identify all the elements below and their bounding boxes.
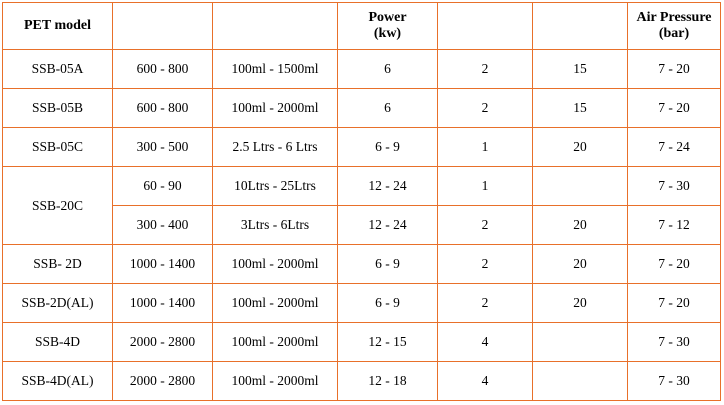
cell-power: 12 - 24: [338, 206, 438, 245]
cell-model: SSB-4D: [3, 323, 113, 362]
cell-heaters: 20: [533, 284, 628, 323]
cell-heaters: [533, 167, 628, 206]
cell-cavity: 2: [438, 284, 533, 323]
table-row: [3, 323, 721, 362]
cell-model: SSB-2D(AL): [3, 284, 113, 323]
cell-power: 6 - 9: [338, 128, 438, 167]
cell-cavity: 4: [438, 362, 533, 401]
cell-capacity: 1000 - 1400: [113, 245, 213, 284]
cell-volume: 3Ltrs - 6Ltrs: [213, 206, 338, 245]
cell-heaters: 20: [533, 245, 628, 284]
cell-power: 12 - 15: [338, 323, 438, 362]
cell-power: 12 - 18: [338, 362, 438, 401]
cell-heaters: [533, 362, 628, 401]
header-power-line1: Power: [368, 9, 407, 25]
header-air-pressure: [628, 3, 721, 50]
cell-air-pressure: 7 - 30: [628, 167, 721, 206]
cell-heaters: 15: [533, 50, 628, 89]
spec-table-sheet: [0, 2, 724, 405]
cell-power: 6: [338, 50, 438, 89]
header-heaters: [533, 3, 628, 50]
header-air-pressure-line2: (bar): [658, 26, 690, 41]
cell-power: 12 - 24: [338, 167, 438, 206]
cell-cavity: 2: [438, 89, 533, 128]
cell-model: SSB-05A: [3, 50, 113, 89]
cell-cavity: 1: [438, 167, 533, 206]
cell-heaters: [533, 323, 628, 362]
cell-capacity: 300 - 400: [113, 206, 213, 245]
cell-air-pressure: 7 - 30: [628, 323, 721, 362]
cell-air-pressure: 7 - 24: [628, 128, 721, 167]
cell-volume: 10Ltrs - 25Ltrs: [213, 167, 338, 206]
cell-model: SSB- 2D: [3, 245, 113, 284]
cell-cavity: 4: [438, 323, 533, 362]
cell-volume: 2.5 Ltrs - 6 Ltrs: [213, 128, 338, 167]
cell-volume: 100ml - 1500ml: [213, 50, 338, 89]
cell-heaters: 20: [533, 128, 628, 167]
cell-volume: 100ml - 2000ml: [213, 362, 338, 401]
cell-volume: 100ml - 2000ml: [213, 89, 338, 128]
header-pet-model: PET model: [3, 3, 113, 50]
cell-power: 6: [338, 89, 438, 128]
header-power: [338, 3, 438, 50]
cell-volume: 100ml - 2000ml: [213, 323, 338, 362]
table-header-row: [3, 3, 721, 50]
cell-power: 6 - 9: [338, 245, 438, 284]
table-row: [3, 167, 721, 206]
cell-heaters: 15: [533, 89, 628, 128]
cell-cavity: 2: [438, 50, 533, 89]
cell-volume: 100ml - 2000ml: [213, 284, 338, 323]
cell-model: SSB-20C: [3, 167, 113, 245]
cell-power: 6 - 9: [338, 284, 438, 323]
cell-air-pressure: 7 - 12: [628, 206, 721, 245]
cell-cavity: 1: [438, 128, 533, 167]
cell-capacity: 600 - 800: [113, 50, 213, 89]
cell-heaters: 20: [533, 206, 628, 245]
cell-air-pressure: 7 - 30: [628, 362, 721, 401]
header-volume: [213, 3, 338, 50]
cell-capacity: 60 - 90: [113, 167, 213, 206]
cell-cavity: 2: [438, 206, 533, 245]
table-row: [3, 89, 721, 128]
cell-air-pressure: 7 - 20: [628, 284, 721, 323]
cell-model: SSB-05B: [3, 89, 113, 128]
header-capacity: [113, 3, 213, 50]
pet-model-spec-table: [2, 2, 721, 401]
cell-capacity: 300 - 500: [113, 128, 213, 167]
table-row: [3, 245, 721, 284]
cell-capacity: 2000 - 2800: [113, 362, 213, 401]
header-cavity: [438, 3, 533, 50]
cell-cavity: 2: [438, 245, 533, 284]
header-air-pressure-line1: Air Pressure: [636, 9, 712, 25]
table-row: [3, 128, 721, 167]
cell-air-pressure: 7 - 20: [628, 50, 721, 89]
table-row: [3, 362, 721, 401]
cell-air-pressure: 7 - 20: [628, 89, 721, 128]
table-row: [3, 284, 721, 323]
cell-model: SSB-05C: [3, 128, 113, 167]
cell-capacity: 1000 - 1400: [113, 284, 213, 323]
cell-model: SSB-4D(AL): [3, 362, 113, 401]
cell-air-pressure: 7 - 20: [628, 245, 721, 284]
cell-capacity: 600 - 800: [113, 89, 213, 128]
cell-capacity: 2000 - 2800: [113, 323, 213, 362]
header-power-line2: (kw): [373, 26, 402, 41]
table-row: [3, 50, 721, 89]
cell-volume: 100ml - 2000ml: [213, 245, 338, 284]
